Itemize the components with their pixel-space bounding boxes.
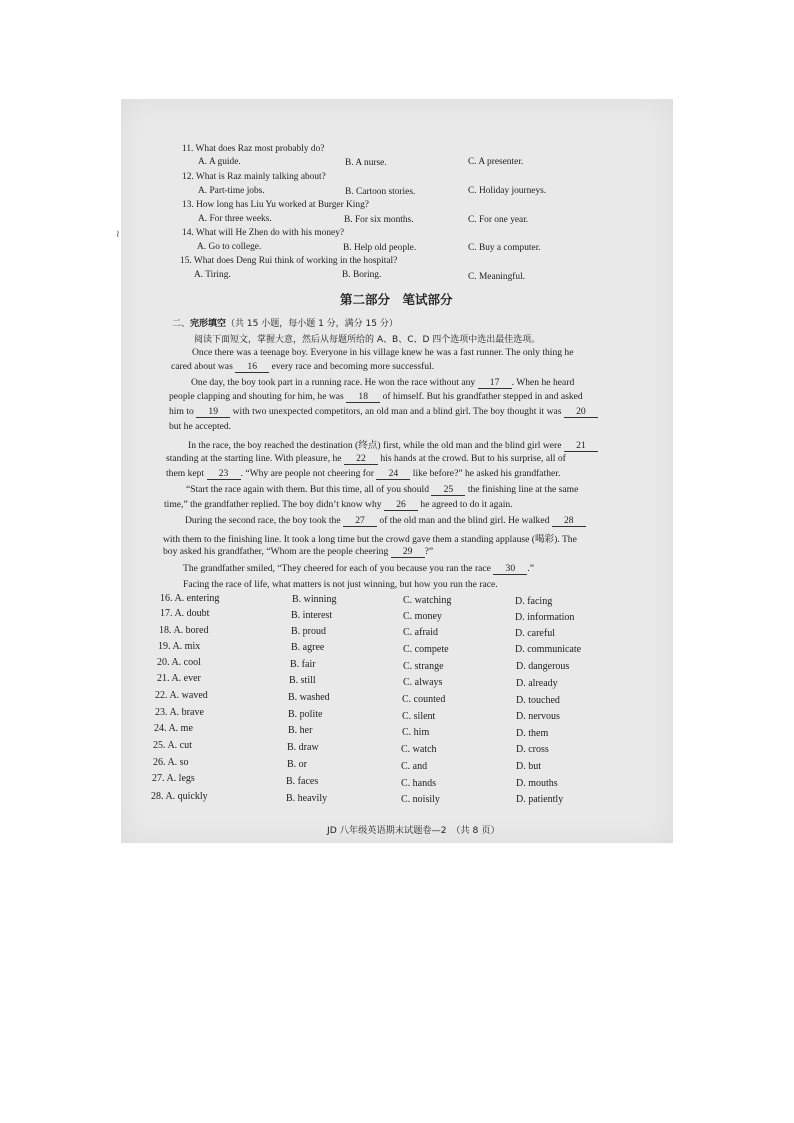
option-d: D. information <box>515 612 575 623</box>
passage-line <box>163 546 433 558</box>
option-15a: A. Tiring. <box>194 270 231 280</box>
passage-text: him to <box>169 406 194 417</box>
option-a: 23. A. brave <box>155 707 204 718</box>
page-footer: JD 八年级英语期末试题卷—2 （共 8 页） <box>327 825 500 836</box>
passage-text: ?” <box>424 546 434 557</box>
section-number: 二、 <box>172 319 191 329</box>
listening-question-15: 15. What does Deng Rui think of working in the hospital? <box>180 256 398 266</box>
option-a: 26. A. so <box>153 757 189 768</box>
blank-26: 26 <box>384 500 418 511</box>
option-c: C. hands <box>401 778 436 789</box>
blank-21: 21 <box>564 441 598 452</box>
option-b: B. her <box>288 725 313 736</box>
option-b: B. interest <box>291 610 333 621</box>
passage-line: Once there was a teenage boy. Everyone in his village knew he was a fast runner. The only thing he <box>192 347 574 358</box>
blank-19: 19 <box>196 407 230 418</box>
passage-text: of the old man and the blind girl. He walked <box>379 515 550 526</box>
passage-text: .” <box>527 563 534 574</box>
option-c: C. afraid <box>403 627 438 638</box>
option-d: D. mouths <box>516 778 558 789</box>
listening-question-11: 11. What does Raz most probably do? <box>182 144 325 154</box>
listening-question-12: 12. What is Raz mainly talking about? <box>182 172 326 182</box>
section-name: 完形填空 <box>190 319 227 329</box>
option-d: D. them <box>516 728 549 739</box>
option-13c: C. For one year. <box>468 215 529 225</box>
passage-line <box>191 377 574 389</box>
blank-22: 22 <box>344 454 378 465</box>
passage-line <box>185 515 586 527</box>
passage-text: In the race, the boy reached the destination (终点) first, while the old man and the blind girl were <box>188 440 562 451</box>
option-13b: B. For six months. <box>344 215 414 225</box>
passage-line: with them to the finishing line. It took a long time but the crowd gave them a standing applause (喝彩). The <box>163 534 577 545</box>
passage-text: with two unexpected competitors, an old man and a blind girl. The boy thought it was <box>232 406 562 417</box>
option-a: 24. A. me <box>154 723 193 734</box>
option-c: C. him <box>402 727 430 738</box>
option-11b: B. A nurse. <box>345 158 387 168</box>
option-b: B. proud <box>291 626 326 637</box>
option-a: 18. A. bored <box>159 625 209 636</box>
option-c: C. counted <box>402 694 446 705</box>
option-14a: A. Go to college. <box>197 242 262 252</box>
option-a: 28. A. quickly <box>151 791 208 802</box>
blank-27: 27 <box>343 516 377 527</box>
option-b: B. winning <box>292 594 337 605</box>
passage-text: . “Why are people not cheering for <box>240 468 374 479</box>
option-d: D. already <box>516 678 558 689</box>
passage-text: boy asked his grandfather, “Whom are the people cheering <box>163 546 389 557</box>
option-d: D. careful <box>515 628 555 639</box>
option-c: C. always <box>403 677 443 688</box>
option-11a: A. A guide. <box>198 157 241 167</box>
blank-30: 30 <box>493 564 527 575</box>
option-d: D. facing <box>515 596 553 607</box>
option-c: C. money <box>403 611 442 622</box>
passage-text: standing at the starting line. With pleasure, he <box>166 453 342 464</box>
blank-25: 25 <box>431 485 465 496</box>
option-d: D. touched <box>516 695 560 706</box>
passage-line <box>169 406 598 418</box>
passage-text: The grandfather smiled, “They cheered for each of you because you ran the race <box>183 563 491 574</box>
option-11c: C. A presenter. <box>468 157 524 167</box>
passage-line <box>188 437 598 452</box>
listening-question-14: 14. What will He Zhen do with his money? <box>182 228 345 238</box>
option-13a: A. For three weeks. <box>198 214 272 224</box>
option-a: 22. A. waved <box>155 690 208 701</box>
passage-line: Facing the race of life, what matters is not just winning, but how you run the race. <box>183 579 498 590</box>
option-12b: B. Cartoon stories. <box>345 187 416 197</box>
option-b: B. or <box>287 759 307 770</box>
blank-29: 29 <box>391 547 425 558</box>
passage-text: people clapping and shouting for him, he was <box>169 391 344 402</box>
option-c: C. and <box>401 761 428 772</box>
option-c: C. strange <box>403 661 444 672</box>
option-b: B. polite <box>288 709 323 720</box>
blank-16: 16 <box>235 362 269 373</box>
passage-text: of himself. But his grandfather stepped in and asked <box>382 391 583 402</box>
passage-line <box>169 391 583 403</box>
option-a: 21. A. ever <box>157 673 201 684</box>
option-14b: B. Help old people. <box>343 243 417 253</box>
option-b: B. draw <box>287 742 319 753</box>
passage-text: like before?” he asked his grandfather. <box>412 468 561 479</box>
option-a: 25. A. cut <box>153 740 192 751</box>
passage-text: the finishing line at the same <box>467 484 579 495</box>
option-c: C. watching <box>403 595 452 606</box>
option-c: C. compete <box>403 644 449 655</box>
passage-text: he agreed to do it again. <box>420 499 513 510</box>
option-d: D. dangerous <box>516 661 570 672</box>
option-a: 17. A. doubt <box>160 608 210 619</box>
passage-line <box>166 468 560 480</box>
option-d: D. communicate <box>515 644 582 655</box>
option-15b: B. Boring. <box>342 270 382 280</box>
passage-text: One day, the boy took part in a running race. He won the race without any <box>191 377 476 388</box>
part-two-title: 第二部分 笔试部分 <box>340 292 453 307</box>
passage-line: but he accepted. <box>169 421 232 432</box>
blank-18: 18 <box>346 392 380 403</box>
section-scoring: （共 15 小题，每小题 1 分，满分 15 分） <box>226 319 398 329</box>
passage-line <box>166 453 566 465</box>
option-a: 19. A. mix <box>158 641 201 652</box>
option-b: B. heavily <box>286 793 328 804</box>
option-d: D. nervous <box>516 711 560 722</box>
option-a: 27. A. legs <box>152 773 195 784</box>
blank-20: 20 <box>564 407 598 418</box>
passage-line <box>183 563 534 575</box>
blank-23: 23 <box>207 469 241 480</box>
passage-line <box>164 499 513 511</box>
option-d: D. cross <box>516 744 549 755</box>
passage-text: every race and becoming more successful. <box>271 361 435 372</box>
option-b: B. still <box>289 675 316 686</box>
option-c: C. silent <box>402 711 436 722</box>
passage-line <box>186 484 578 496</box>
option-b: B. agree <box>291 642 325 653</box>
margin-mark: ≀ <box>116 229 120 240</box>
option-12a: A. Part-time jobs. <box>198 186 265 196</box>
passage-line <box>171 361 434 373</box>
passage-text: cared about was <box>171 361 233 372</box>
passage-text: During the second race, the boy took the <box>185 515 341 526</box>
option-a: 20. A. cool <box>157 657 201 668</box>
option-d: D. patiently <box>516 794 564 805</box>
blank-28: 28 <box>552 516 586 527</box>
option-15c: C. Meaningful. <box>468 272 526 282</box>
section-instruction: 阅读下面短文，掌握大意，然后从每题所给的 A、B、C、D 四个选项中选出最佳选项。 <box>194 335 541 345</box>
passage-text: his hands at the crowd. But to his surprise, all of <box>380 453 566 464</box>
blank-17: 17 <box>478 378 512 389</box>
option-12c: C. Holiday journeys. <box>468 186 547 196</box>
option-a: 16. A. entering <box>160 593 220 604</box>
passage-text: “Start the race again with them. But this time, all of you should <box>186 484 429 495</box>
option-14c: C. Buy a computer. <box>468 243 541 253</box>
option-b: B. fair <box>290 659 316 670</box>
listening-question-13: 13. How long has Liu Yu worked at Burger King? <box>182 200 369 210</box>
section-heading <box>172 316 398 329</box>
passage-text: . When he heard <box>511 377 575 388</box>
option-b: B. faces <box>286 776 319 787</box>
passage-text: time,” the grandfather replied. The boy didn’t know why <box>164 499 382 510</box>
option-c: C. watch <box>401 744 437 755</box>
blank-24: 24 <box>376 469 410 480</box>
option-b: B. washed <box>288 692 330 703</box>
option-c: C. noisily <box>401 794 440 805</box>
option-d: D. but <box>516 761 541 772</box>
passage-text: them kept <box>166 468 205 479</box>
